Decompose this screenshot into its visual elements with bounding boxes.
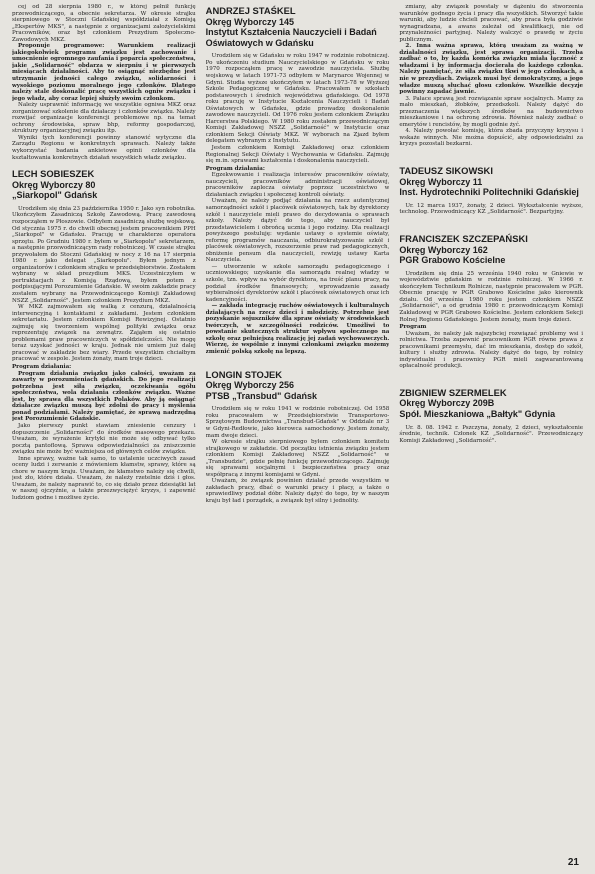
candidate-heading [399, 234, 583, 266]
paragraph: W MKZ zajmowałem się walką z cenzurą, działalnością interwencyjną i kontaktami z zakładami. Jestem członkiem sekretariatu. Jestem członkiem Komisji Rewizyjnej. Ostatnio zajmuję się tworzeniem wspólnej polityki związku oraz reprezentuję związek na zewnątrz. Zająłem się ostatnio problemami praw pracowniczych w spółdzielczości. Nie mogę teraz uzyskać jedności w kraju. Jednak nie umiem już dalej pracować w zakładzie bez wiary. Przede wszystkim chciałbym pracować w zespole. Jestem żonaty, mam troje dzieci. [12, 304, 196, 363]
candidate-name: LONGIN STOJEK [205, 368, 283, 380]
candidate-name: LECH SOBIESZEK [12, 168, 95, 180]
paragraph: Należy usprawnić informację we wszystkie ogniwa MKZ oraz zorganizować szkolenie dla działaczy i członków związku. Należy rozwijać organizacje konferencji problemowe np. na temat ochrony środowiska, spraw bhp, reformy gospodarczej, struktury organizacyjnej związku itp. [12, 102, 196, 135]
paragraph: — utworzenie w szkole samorządu pedagogicznego i uczniowskiego; uzyskanie dla samorządu realnej władzy w szkole, tzn. wpływ na wybór dyrektora, na treść planu pracy, na podział środków finansowych; wprowadzenie zasady wybieralności dyrektorów szkół i placówek oświatowych oraz ich kadencyjności. [205, 263, 390, 303]
paragraph: Inne sprawy, ważne tak samo, to ustalenie uczciwych zasad oceny ludzi i zerwanie z mówieniem kłamstw, sprawy, które są chore w naszym kraju. Uważam, że kłamstwo należy się chwili, jest zło, które działa. Uważam, że należy rzetelnie dziś i głos. Uważam, że należy naprawić to, co się działo przez dziesiątki lat w naszej ojczyźnie, a także przezwyciężyć kryzys, i zapewnić ludziom godne i możliwe życie. [12, 455, 196, 501]
column-2 [206, 4, 390, 854]
paragraph: Jako pierwszy punkt stawiam zniesienie cenzury i dopuszczenie „Solidarności" do środków masowego przekazu. Uważam, że wyrażenie krytyki nie może się odbywać tylko pocztą pantoflową. Sprawa odpowiedzialności za zniszczenie związku nie może być ważniejsza od głównych celów związku. [12, 422, 196, 456]
paragraph: Uważam, że należy podjąć działania na rzecz autentycznej samorządności szkół i placówek oświatowych, tak by dyrektorzy szkół i nauczyciele mieli prawo do decydowania o sprawach szkoły. Należy dążyć do tego, aby nauczyciel był przedstawicielem i obrońcą ucznia i jego rodziny. Dla realizacji powyższego postuluję: wydanie ustawy o systemie oświaty, reformę programów nauczania, odbiurokratyzowanie szkół i placówek oświatowych, rozszerzenie praw rad pedagogicznych, obniżenie pensum dla nauczycieli, rewizję ustawy Karta Nauczyciela. [205, 198, 390, 264]
paragraph: Uważam, że należy jak najszybciej rozwiązać problemy wsi i rolnictwa. Trzeba zapewnić pracownikom PGR równe prawa z pracownikami przemysłu, dać im mieszkania, dostęp do szkół, kultury i służby zdrowia. Należy dążyć do tego, by rolnicy indywidualni i pracownicy PGR mieli zagwarantowaną opłacalność produkcji. [399, 330, 584, 370]
candidate-name: FRANCISZEK SZCZEPAŃSKI [399, 232, 528, 244]
paragraph: 4. Należy powołać komisję, która zbada przyczyny kryzysu i wskaże winnych. Nie można dopuścić, aby odpowiedzialni za kryzys pozostali bezkarni. [399, 128, 584, 148]
paragraph: W okresie strajku sierpniowego byłem członkiem komitetu strajkowego w zakładzie. Od początku istnienia związku jestem członkiem Komisji Zakładowej NSZZ „Solidarność" w „Transbudzie", gdzie pełnię funkcję przewodniczącego. Zajmuję się sprawami socjalnymi i bezpieczeństwa pracy oraz współpracą z innymi komisjami w Gdyni. [205, 439, 390, 478]
candidate-workplace: Spół. Mieszkaniowa „Bałtyk" Gdynia [399, 409, 556, 420]
paragraph: Urodziłem się dnia 23 października 1950 r. Jako syn robotnika. Ukończyłem Zasadniczą Szkołę Zawodową. Pracę zawodową rozpocząłem w Płoszowie. Odbyłem zasadniczą służbę wojskową. Od stycznia 1975 r. do chwili obecnej jestem pracownikiem PPH „Siarkopol" w Gdańsku. Pracuję w charakterze operatora sprzętu. Po Grudniu 1980 r. byłem w „Siarkopolu" sekretarzem, a następnie przewodniczącym rady robotniczej. W czasie strajku przywołałem do Stoczni Gdańskiej w nocy z 16 na 17 sierpnia 1980 r. jako delegat „Siarkopolu". Byłem jednym z organizatorów i członkiem strajku w przedsiębiorstwie. Zostałem wybrany w skład prezydium MKS. Uczestniczyłem w pertraktacjach z Komisją Rządową, byłem potem z podpisującymi Porozumienie Gdańskie. W swoim zakładzie pracy zostałem wybrany na Przewodniczącego Komisji Zakładowej NSZZ „Solidarność". Jestem członkiem Prezydium MKZ. [12, 205, 196, 304]
candidate-workplace: Inst. Hydrotechniki Politechniki Gdańskiej [399, 187, 579, 198]
candidate-name: TADEUSZ SIKOWSKI [399, 165, 493, 177]
candidate-name: ZBIGNIEW SZERMELEK [399, 386, 507, 398]
paragraph: Urodziłem się dnia 25 września 1940 roku w Gniewie w województwie gdańskim w rodzinie rolniczej. W 1966 r. ukończyłem Technikum Rolnicze, następnie pracowałem w PGR. Obecnie pracuję w PGR Grabowo Kościelne jako kierownik działu. Od września 1980 roku jestem członkiem NSZZ „Solidarność", a od grudnia 1980 r. przewodniczącym Komisji Zakładowej w PGR Grabowo Kościelne. Jestem członkiem Sekcji Rolnej Regionu Gdańskiego. Jestem żonaty, mam troje dzieci. [399, 270, 584, 323]
paragraph: Ur. 8. 08. 1942 r. Pszczyna, żonaty, 2 dzieci, wykształcenie średnie, technik. Członek KZ „Solidarność". Przewodniczący Komisji Zakładowej „Solidarność". [399, 424, 584, 444]
column-1 [12, 4, 196, 854]
candidate-district: Okręg Wyborczy 80 [12, 179, 96, 190]
candidate-district: Okręg Wyborczy 256 [205, 380, 295, 391]
candidate-district: Okręg Wyborczy 11 [399, 176, 483, 187]
candidate-district: Okręg Wyborczy 209B [399, 398, 495, 409]
paragraph: Uważam, że związek powinien działać przede wszystkim w zakładach pracy, dbać o warunki pracy i płacy, a także o sprawiedliwy podział dóbr. Należy dążyć do tego, by w naszym kraju był ład i porządek, a związek był silny i jednolity. [205, 478, 390, 504]
candidate-heading [399, 166, 583, 198]
candidate-district: Okręg Wyborczy 145 [205, 16, 295, 27]
paragraph: 3. Pałace sprawą jest rozwiązanie spraw socjalnych. Mamy za mało mieszkań, żłobków, przedszkoli. Należy dążyć do przeznaczenia większych środków na budownictwo mieszkaniowe i na ochronę zdrowia. Również należy zadbać o emerytów i rencistów, by mogli godnie żyć. [399, 95, 584, 128]
candidate-workplace: PTSB „Transbud" Gdańsk [205, 390, 317, 401]
col3-top-text [399, 4, 583, 148]
paragraph: zmiany, aby związek powstały w dążeniu do stworzenia warunków godnego życia i pracy dla wszystkich. Stworzyć takie warunki, aby ludzie chcieli pracować, aby praca była godziwie wynagradzana, a awans zależał od kwalifikacji, nie od przynależności partyjnej. Należy walczyć o prawdę w życiu publicznym. [399, 4, 584, 43]
candidate-workplace: PGR Grabowo Kościelne [399, 255, 506, 266]
program-label: Program działania: [205, 165, 265, 172]
col1-top-text [12, 4, 196, 161]
candidate-district: Okręg Wyborczy 162 [399, 244, 488, 255]
paragraph: Wyniki tych konferencji powinny stanowić wytyczne dla Zarządu Regionu w konkretnych sprawach. Należy także wykorzystać badania ankietowe opinii członków dla kształtowania konkretnych działań wszystkich władz związku. [12, 134, 196, 161]
paragraph: Program działania związku jako całości, uważam za zawarty w porozumieniach gdańskich. Do jego realizacji potrzebna jest siła związku, oczekiwania ogółu społeczeństwa, wola działania członków związku. Ważne jest, by sprawa dla wszystkich Polaków. Aby ją osiągnąć działacze związku muszą być zdolni do pracy i myślenia ponad podziałami. Należy pamiętać, że sprawą nadrzędną jest Porozumienie Gdańskie. [12, 370, 196, 423]
candidate-name: ANDRZEJ STAŚKEL [205, 5, 296, 16]
paragraph: Ur. 12 marca 1937, żonaty, 2 dzieci. Wykształcenie wyższe, technolog. Przewodniczący KZ „Solidarność". Bezpartyjny. [399, 202, 584, 216]
paragraph: Jestem członkiem Komisji Zakładowej oraz członkiem Regionalnej Sekcji Oświaty i Wychowania w Gdańsku. Zajmuję się m.in. sprawami kształcenia i doskonalenia nauczycieli. [205, 145, 390, 165]
paragraph: cej od 28 sierpnia 1980 r., w której pełnił funkcję przewodniczącego, a obecnie sekretarza. W okresie strajku sierpniowego w Stoczni Gdańskiej współdziałał z Komisją „Ekspertów MKS", a następnie z organizacjami założycielskimi Pracowników, oraz był członkiem Prezydium Społeczno-Zawodowych MKZ. [12, 4, 196, 43]
candidate-heading [12, 169, 196, 201]
candidate-heading [206, 370, 390, 402]
paragraph: 2. Inna ważna sprawa, którą uważam za ważną w działalności związku, jest sprawa organizacji. Trzeba zadbać o to, by każda komórka związku miała łączność z władzami i by informacja docierała do każdego członka. Należy pamiętać, że siła związku tkwi w jego członkach, a nie w prezydiach. Związek musi być demokratyczny, a jego władze muszą słuchać głosu członków. Wszelkie decyzje powinny zapadać jawnie. [399, 43, 584, 96]
paragraph: Proponuje programowe: Warunkiem realizacji jakiegokolwiek programu związku jest zachowanie i umocnienie ogromnego zaufania i poparcia społeczeństwa, jakie „Solidarność" obdarza w sierpniu i w pierwszych miesiącach działalności. Aby to osiągnąć niezbędne jest utrzymanie jedności całego związku, solidarności i wysokiego poziomu moralnego jego członków. Dlatego należy stale doskonalić pracę wszystkich ogniw związku i jego władz, aby coraz lepiej służyły swoim członkom. [12, 43, 196, 102]
paragraph: Egzekwowanie i realizacja interesów pracowników oświaty, nauczycieli, pracowników administracji oświatowej, pracowników zaplecza oświaty poprzez uczestnictwo w działaniach związku i społecznej kontroli oświaty. [205, 172, 390, 198]
candidate-heading [399, 388, 583, 420]
paragraph: Urodziłem się w Gdańsku w roku 1947 w rodzinie robotniczej. Po ukończeniu studium Nauczycielskiego w Gdańsku w roku 1970 rozpocząłem pracę w zawodzie nauczyciela. Służbę wojskową w latach 1971-73 odbyłem w Marynarce Wojennej w Gdyni. Studia wyższe ukończyłem w latach 1973-78 w Wyższej Szkole Pedagogicznej w Gdańsku. Pracowałem w szkołach podstawowych i średnich województwa gdańskiego. Od 1978 roku pracuję w Instytucie Kształcenia Nauczycieli i Badań Oświatowych w Gdańsku, gdzie prowadzę doskonalenie zawodowe nauczycieli. Od 1976 roku jestem członkiem Związku Harcerstwa Polskiego. W 1980 roku zostałem przewodniczącym Komisji Zakładowej NSZZ „Solidarność" w Instytucie oraz członkiem Sekcji Oświaty MKZ. W wyborach na Zjazd byłem delegatem wybranym z Instytutu. [205, 53, 390, 145]
page-number: 21 [567, 857, 579, 868]
candidate-workplace: „Siarkopol" Gdańsk [12, 190, 98, 201]
program-label: Program [399, 324, 427, 331]
paragraph: Urodziłem się w roku 1941 w rodzinie robotniczej. Od 1958 roku pracowałem w Przedsiębiorstwie Transportowo-Sprzętowym Budownictwa „Transbud-Gdańsk" w Oddziale nr 3 w Gdyni-Redłowie, jako kierowca samochodowy. Jestem żonaty, mam dwoje dzieci. [205, 406, 390, 439]
candidate-workplace: Instytut Kształcenia Nauczycieli i Badań Oświatowych w Gdańsku [205, 27, 377, 48]
column-3 [399, 4, 583, 854]
paragraph: — zakłada integrację ruchów oświatowych i kulturalnych działających na rzecz dzieci i młodzieży. Potrzebne jest pozyskanie sojuszników dla spraw oświaty w środowiskach twórczych, w szczególności rodziców. Umożliwi to powstanie skutecznych struktur wpływu społecznego na szkołę oraz pełniejszą realizację jej zadań wychowawczych. Wierzę, że wspólnie z innymi członkami związku możemy zmienić polską szkołę na lepszą. [205, 303, 390, 355]
candidate-heading [206, 6, 390, 48]
program-label: Program działania: [12, 364, 72, 371]
